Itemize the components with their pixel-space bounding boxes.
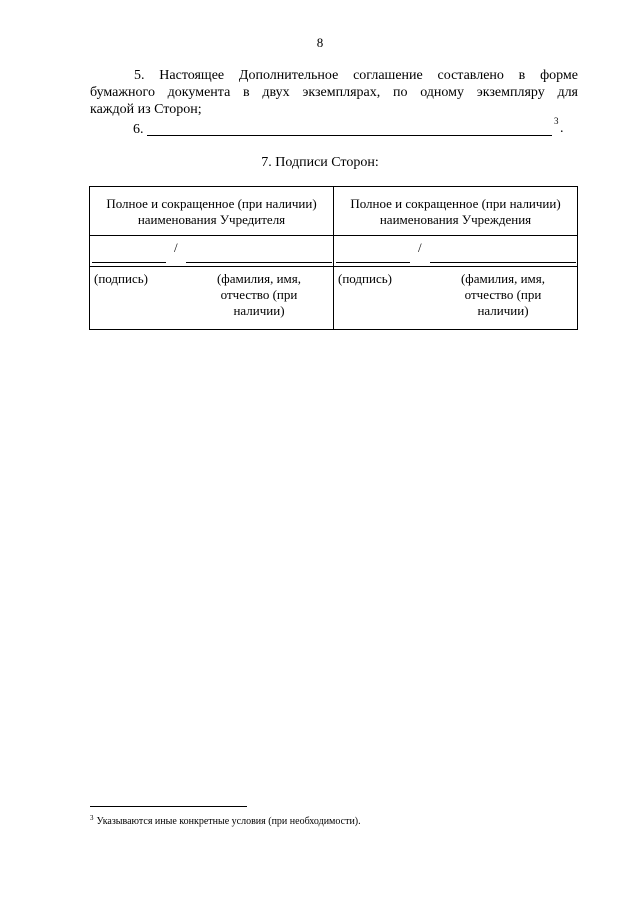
institution-name-label: (фамилия, имя, отчество (при наличии): [460, 271, 546, 318]
footnote-divider: [90, 806, 247, 807]
clause-6-number: 6.: [133, 122, 144, 137]
founder-name-label: (фамилия, имя, отчество (при наличии): [216, 271, 302, 318]
clause-6-blank-line: [147, 135, 552, 136]
institution-name-line: [430, 262, 576, 263]
footnote-number: 3: [90, 814, 94, 822]
signatures-table: [89, 186, 578, 330]
clause-6-end: .: [560, 121, 564, 136]
institution-header-cell: [334, 187, 578, 236]
founder-label-cell: [90, 267, 334, 330]
founder-slash: /: [174, 240, 178, 255]
founder-header: Полное и сокращенное (при наличии) наименования Учредителя: [106, 196, 317, 227]
founder-signature-label: (подпись): [94, 271, 148, 286]
institution-label-cell: [334, 267, 578, 330]
clause-5-line-2: бумажного документа в двух экземплярах, по одному экземпляру для: [90, 85, 578, 100]
institution-signature-cell: [334, 236, 578, 267]
institution-signature-label: (подпись): [338, 271, 392, 286]
page-number: 8: [316, 35, 324, 50]
clause-5: [90, 67, 578, 118]
signatures-title: 7. Подписи Сторон:: [261, 155, 379, 170]
founder-signature-line: [92, 262, 166, 263]
institution-slash: /: [418, 240, 422, 255]
founder-signature-cell: [90, 236, 334, 267]
institution-signature-line: [336, 262, 410, 263]
footnote: [90, 814, 361, 827]
footnote-text: Указываются иные конкретные условия (при необходимости).: [96, 816, 361, 827]
clause-5-line-1: 5. Настоящее Дополнительное соглашение составлено в форме: [134, 68, 578, 83]
clause-5-line-3: каждой из Сторон;: [90, 102, 202, 117]
institution-header: Полное и сокращенное (при наличии) наименования Учреждения: [350, 196, 561, 227]
clause-6-footnote-ref: 3: [554, 116, 559, 126]
founder-name-line: [186, 262, 332, 263]
founder-header-cell: [90, 187, 334, 236]
